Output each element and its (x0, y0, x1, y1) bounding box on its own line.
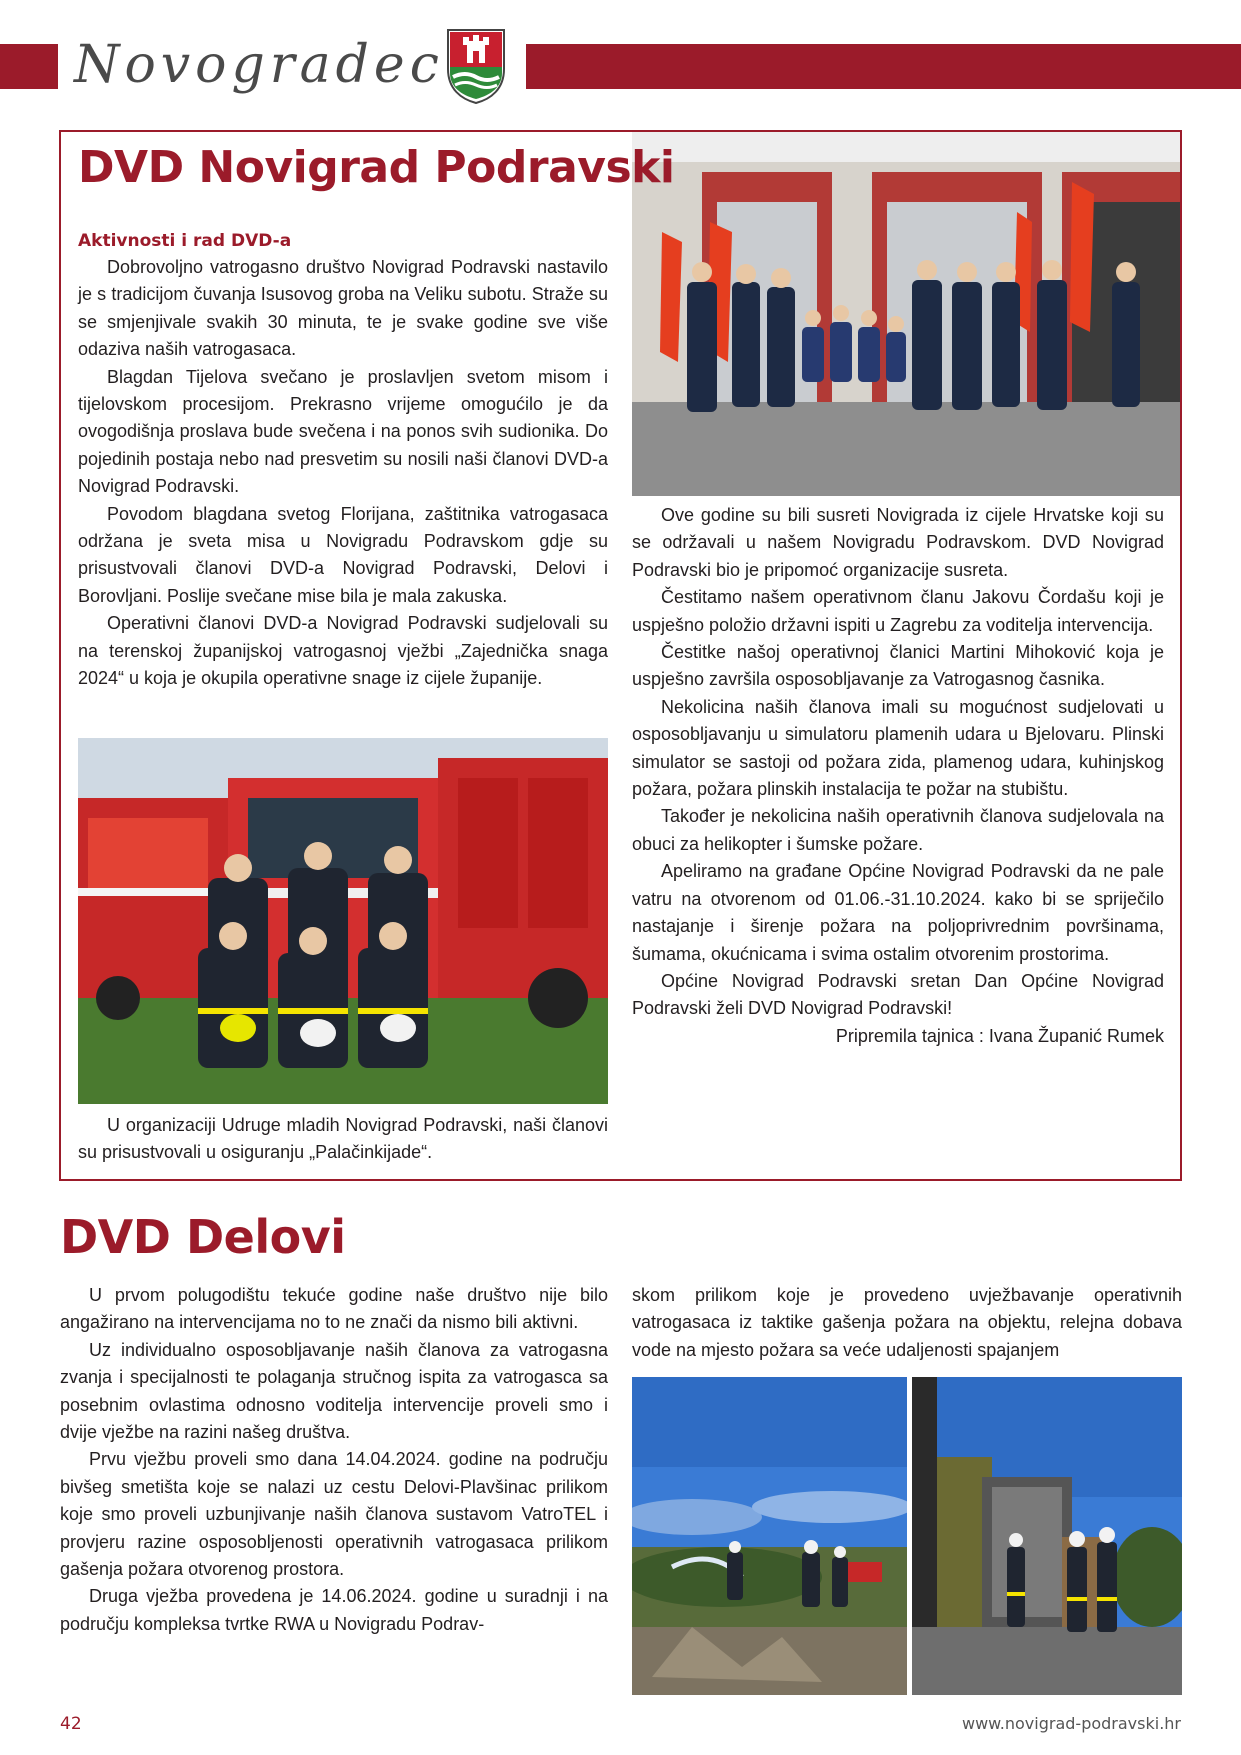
paragraph: Čestitamo našem operativnom članu Jakovu Čordašu koji je uspješno položio državni ispiti u Zagrebu za voditelja intervencija. (632, 587, 1164, 635)
paragraph: U organizaciji Udruge mladih Novigrad Podravski, naši članovi su prisustvovali u osiguranju „Palačinkijade“. (78, 1115, 608, 1163)
paragraph: Prvu vježbu proveli smo dana 14.04.2024. godine na području bivšeg smetišta koje se nalazi uz cestu Delovi-Plavšinac prilikom koje smo proveli uzbunjivanje naših članova sustavom VatroTEL i provjeru razine osposobljenosti operativnih vatrogasaca prilikom gašenja požara otvorenog prostora. (60, 1449, 608, 1580)
article2-column-left (60, 1282, 608, 1638)
page-number: 42 (60, 1714, 82, 1734)
paragraph: U prvom polugodištu tekuće godine naše društvo nije bilo angažirano na intervencijama no to ne znači da nismo bili aktivni. (60, 1285, 608, 1333)
article-subheading: Aktivnosti i rad DVD-a (78, 231, 292, 251)
article1-column-left-bottom (78, 1112, 608, 1167)
photo-exercise-open-fire (632, 1377, 907, 1695)
paragraph: Operativni članovi DVD-a Novigrad Podravski sudjelovali su na terenskoj županijskoj vatrogasnoj vježbi „Zajednička snaga 2024“ u koja je okupila operativne snage iz cijele županije. (78, 613, 608, 689)
paragraph: Apeliramo na građane Općine Novigrad Podravski da ne pale vatru na otvorenom od 01.06.-31.10.2024. kako bi se spriječilo nastajanje i širenje požara na poljoprivrednim površinama, šumama, okućnicama i svima ostalim otvorenim prostorima. (632, 861, 1164, 964)
photo-exercise-building-fire (912, 1377, 1182, 1695)
footer-url: www.novigrad-podravski.hr (962, 1714, 1181, 1733)
municipality-crest-icon (445, 27, 507, 105)
photo-firefighter-crew (78, 738, 608, 1104)
article1-column-left (78, 254, 608, 693)
header-bar-left (0, 44, 58, 89)
paragraph: Nekolicina naših članova imali su mogućnost sudjelovati u osposobljavanju u simulatoru plamenih udara u Bjelovaru. Plinski simulator se sastoji od požara zida, plamenog udara, kuhinjskog požara, požara plinskih instalacija te požar na stubištu. (632, 696, 1164, 800)
article-signature: Pripremila tajnica : Ivana Županić Rumek (835, 1025, 1164, 1046)
article-title-delovi: DVD Delovi (60, 1210, 346, 1264)
paragraph: Uz individualno osposobljavanje naših članova za vatrogasna zvanja i specijalnosti te polaganja stručnog ispita za vatrogasca sa posebnim ovlastima odnosno voditelja intervencije proveli smo i dvije vježbe na razini našeg društva. (60, 1339, 608, 1443)
article2-column-right (632, 1282, 1182, 1364)
paragraph: Druga vježba provedena je 14.06.2024. godine u suradnji i na području kompleksa tvrtke RWA u Novigradu Podrav- (60, 1586, 608, 1634)
paragraph: Čestitke našoj operativnoj članici Martini Mihoković koja je uspješno završila osposobljavanje za Vatrogasnog časnika. (632, 642, 1164, 690)
paragraph: Ove godine su bili susreti Novigrada iz cijele Hrvatske koji su se održavali u našem Novigradu Podravskom. DVD Novigrad Podravski bio je pripomoć organizacije susreta. (632, 505, 1164, 580)
paragraph: Također je nekolicina naših operativnih članova sudjelovala na obuci za helikopter i šumske požare. (632, 806, 1164, 854)
photo-group-with-flags (632, 132, 1180, 496)
magazine-title: Novogradec (74, 35, 444, 95)
paragraph: Blagdan Tijelova svečano je proslavljen svetom misom i tijelovskom procesijom. Prekrasno vrijeme omogućilo je da ovogodišnja proslava bude svečena i na ponos svih sudionika. Do pojedinih postaja nebo nad presvetim su nosili naši članovi DVD-a Novigrad Podravski. (78, 366, 608, 497)
paragraph: Općine Novigrad Podravski sretan Dan Općine Novigrad Podravski želi DVD Novigrad Podravski! (632, 970, 1164, 1019)
paragraph: skom prilikom koje je provedeno uvježbavanje operativnih vatrogasaca iz taktike gašenja požara na objektu, relejna dobava vode na mjesto požara sa veće udaljenosti spajanjem (632, 1285, 1182, 1360)
article-title-novigrad: DVD Novigrad Podravski (78, 142, 675, 193)
header-bar-right (526, 44, 1241, 89)
paragraph: Dobrovoljno vatrogasno društvo Novigrad Podravski nastavilo je s tradicijom čuvanja Isusovog groba na Veliku subotu. Straže su se smjenjivale svakih 30 minuta, te je svake godine sve više odaziva naših vatrogasaca. (78, 257, 608, 360)
article1-column-right (632, 502, 1164, 1050)
paragraph: Povodom blagdana svetog Florijana, zaštitnika vatrogasaca održana je sveta misa u Novigradu Podravskom gdje su prisustvovali članovi DVD-a Novigrad Podravski, Delovi i Borovljani. Poslije svečane mise bila je mala zakuska. (78, 503, 608, 606)
